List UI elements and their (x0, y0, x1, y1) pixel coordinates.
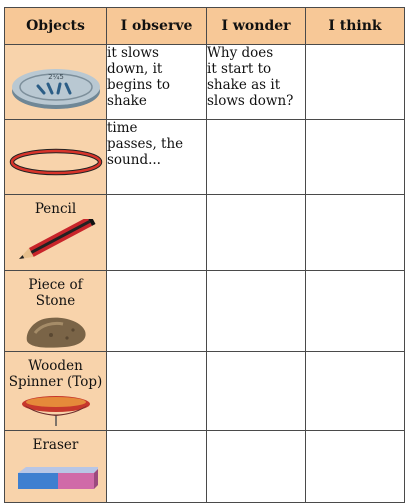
table-row (5, 45, 405, 120)
wonder-cell (207, 120, 306, 195)
header-objects: Objects (5, 8, 107, 45)
think-cell (306, 271, 405, 352)
object-cell-ring (5, 120, 107, 195)
object-cell-spinning-top (5, 352, 107, 431)
think-cell (306, 195, 405, 271)
spinning-top-icon (18, 392, 94, 430)
table-row (5, 431, 405, 503)
coin-icon (8, 53, 104, 113)
object-label: Wooden Spinner (Top) (8, 358, 103, 390)
header-row (5, 8, 405, 45)
wonder-cell (207, 195, 306, 271)
think-cell (306, 45, 405, 120)
object-cell-pencil (5, 195, 107, 271)
observe-cell: it slows down, it begins to shake (107, 45, 207, 120)
object-cell-stone (5, 271, 107, 352)
wonder-cell (207, 431, 306, 503)
pencil-icon (13, 219, 99, 265)
table-row (5, 352, 405, 431)
header-i-think: I think (306, 8, 405, 45)
header-i-wonder: I wonder (207, 8, 306, 45)
observe-cell (107, 195, 207, 271)
think-cell (306, 431, 405, 503)
wonder-cell (207, 352, 306, 431)
table-row (5, 271, 405, 352)
observe-cell (107, 271, 207, 352)
think-cell (306, 120, 405, 195)
svg-text:2¼5: 2¼5 (47, 73, 64, 81)
observe-cell (107, 352, 207, 431)
wonder-cell (207, 271, 306, 352)
object-label: Eraser (32, 437, 79, 453)
object-label: Pencil (34, 201, 77, 217)
object-cell-coin (5, 45, 107, 120)
table-row (5, 195, 405, 271)
header-i-observe: I observe (107, 8, 207, 45)
object-cell-eraser (5, 431, 107, 503)
stone-icon (21, 311, 91, 351)
eraser-icon (14, 459, 98, 493)
observation-table (4, 7, 405, 503)
object-label: Piece of Stone (28, 277, 83, 309)
observe-cell (107, 431, 207, 503)
think-cell (306, 352, 405, 431)
observe-cell: time passes, the sound... (107, 120, 207, 195)
wonder-cell: Why does it start to shake as it slows down? (207, 45, 306, 120)
ring-icon (8, 142, 104, 182)
table-row (5, 120, 405, 195)
